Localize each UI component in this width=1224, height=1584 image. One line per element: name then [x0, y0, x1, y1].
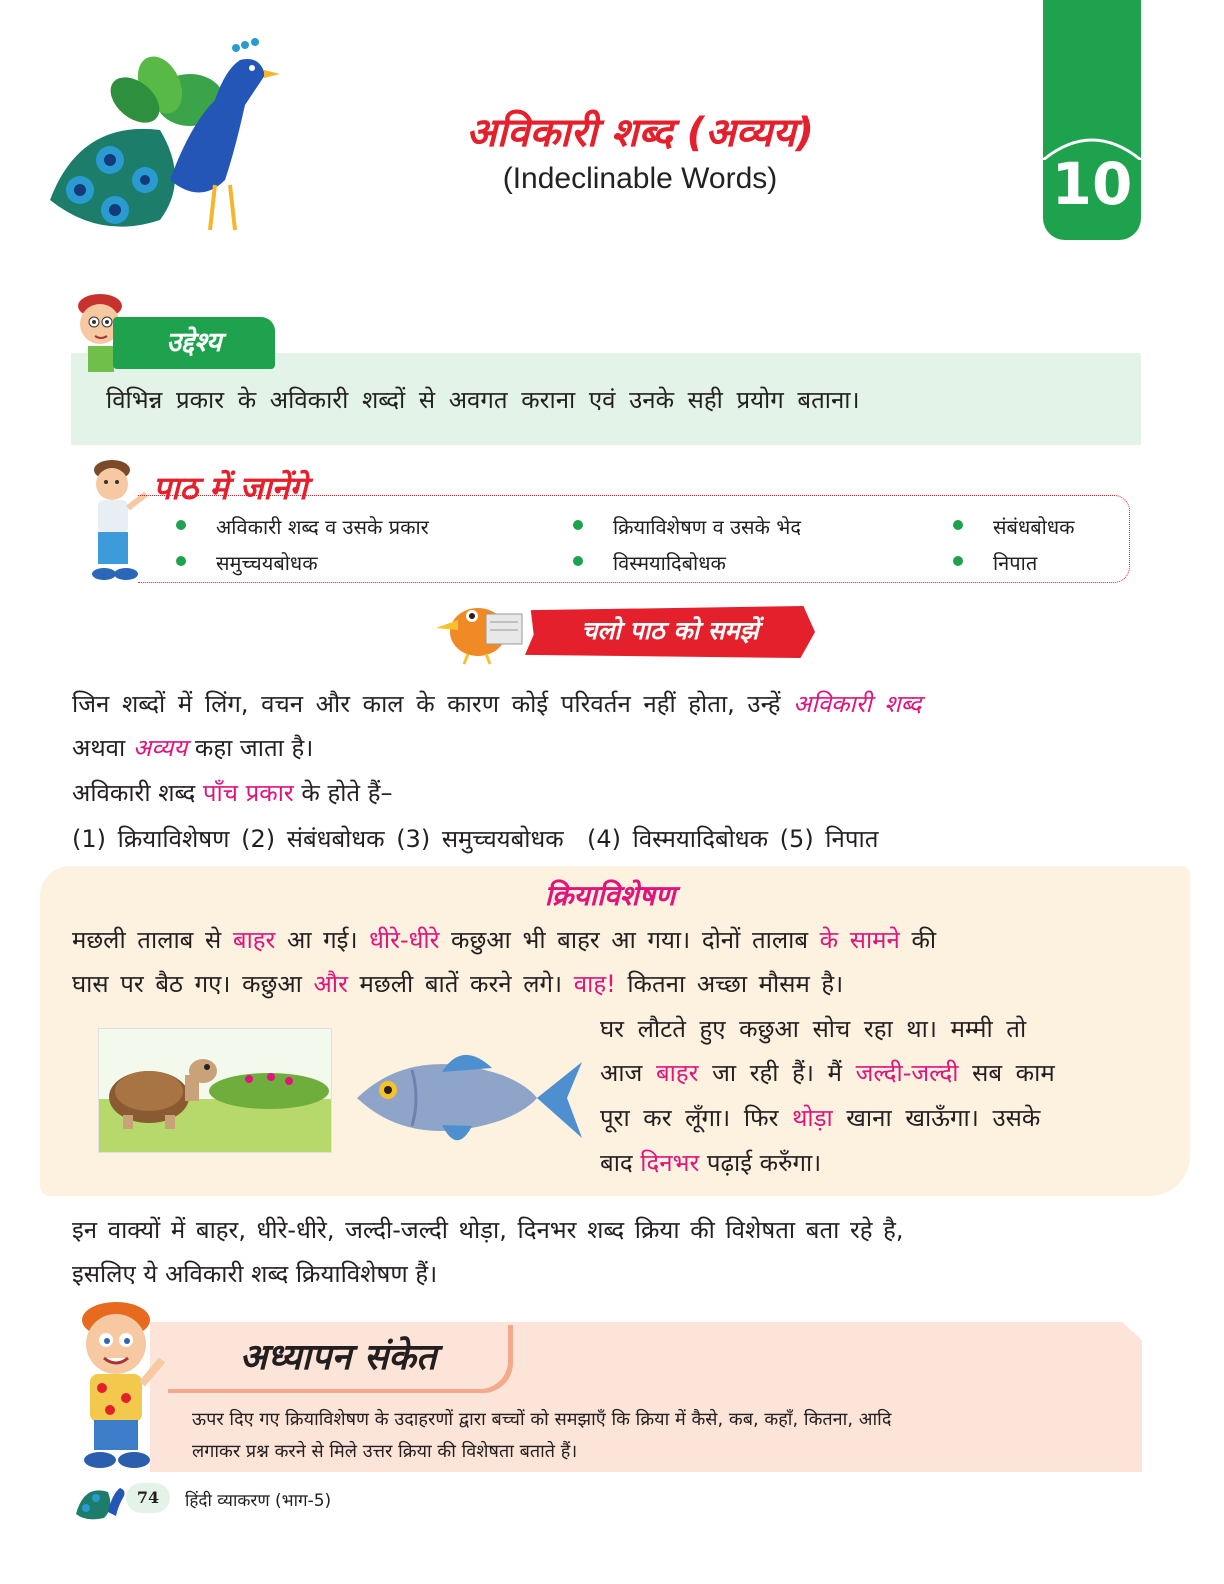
example-text: मछली तालाब से	[72, 926, 233, 954]
avyay-word: के सामने	[819, 926, 900, 954]
objective-label: उद्देश्य	[166, 327, 222, 358]
summary-line-2: इसलिए ये अविकारी शब्द क्रियाविशेषण हैं।	[72, 1260, 438, 1288]
example-line-6	[600, 1141, 821, 1185]
intro-text: कहा जाता है।	[194, 734, 314, 762]
example-text: जा रही हैं। मैं	[698, 1059, 856, 1087]
peacock-illustration	[40, 30, 300, 245]
example-text: पूरा कर लूँगा। फिर	[600, 1104, 793, 1132]
avyay-word: थोड़ा	[792, 1104, 833, 1132]
example-text: सब काम	[958, 1059, 1055, 1087]
chapter-title-hindi: अविकारी शब्द (अव्यय)	[466, 110, 814, 156]
types-list: (1) क्रियाविशेषण (2) संबंधबोधक (3) समुच्चयबोधक (4) विस्मयादिबोधक (5) निपात	[72, 825, 879, 853]
bird-reading-illustration	[428, 596, 528, 666]
teacher-note-text	[192, 1404, 1132, 1468]
boy-waving-illustration	[70, 1298, 170, 1476]
lesson-topic: क्रियाविशेषण व उसके भेद	[613, 515, 801, 539]
lesson-topic: संबंधबोधक	[993, 515, 1075, 539]
avyay-word: बाहर	[655, 1059, 699, 1087]
example-line-3: घर लौटते हुए कछुआ सोच रहा था। मम्मी तो	[600, 1015, 1027, 1043]
lesson-topic: विस्मयादिबोधक	[613, 551, 726, 575]
example-text: कितना अच्छा मौसम है।	[615, 970, 844, 998]
term-avikari-shabd: अविकारी शब्द	[793, 690, 922, 718]
term-five-types: पाँच प्रकार	[202, 779, 294, 807]
bullet-icon	[176, 556, 186, 566]
bullet-icon	[953, 520, 963, 530]
summary-line-1: इन वाक्यों में बाहर, धीरे-धीरे, जल्दी-जल्दी थोड़ा, दिनभर शब्द क्रिया की विशेषता बता रहे है,	[72, 1216, 904, 1244]
teacher-note-line: लगाकर प्रश्न करने से मिले उत्तर क्रिया की विशेषता बताते हैं।	[192, 1441, 578, 1462]
avyay-word: और	[313, 970, 348, 998]
example-line-4	[600, 1051, 1055, 1095]
example-text: मछली बातें करने लगे।	[347, 970, 574, 998]
intro-text: के होते हैं–	[301, 779, 393, 807]
lesson-topic: निपात	[993, 551, 1038, 575]
chapter-title-english: (Indeclinable Words)	[502, 162, 778, 195]
lets-understand-label: चलो पाठ को समझें	[581, 616, 759, 645]
avyay-word: जल्दी-जल्दी	[855, 1059, 959, 1087]
avyay-word: दिनभर	[640, 1149, 700, 1177]
example-text: आ गई।	[275, 926, 370, 954]
example-text: बाद	[600, 1149, 641, 1177]
intro-text: अविकारी शब्द	[72, 779, 196, 807]
book-title: हिंदी व्याकरण (भाग-5)	[185, 1491, 332, 1511]
lesson-topic: अविकारी शब्द व उसके प्रकार	[216, 515, 429, 539]
intro-line-2	[72, 726, 313, 770]
example-text: घास पर बैठ गए। कछुआ	[72, 970, 314, 998]
bullet-icon	[573, 520, 583, 530]
example-line-2	[72, 962, 843, 1006]
bullet-icon	[953, 556, 963, 566]
example-text: आज	[600, 1059, 656, 1087]
example-text: खाना खाऊँगा। उसके	[832, 1104, 1041, 1132]
intro-text: अथवा	[72, 734, 126, 762]
example-line-1	[72, 918, 1147, 962]
footer-peacock-icon	[74, 1478, 128, 1522]
objective-text: विभिन्न प्रकार के अविकारी शब्दों से अवगत कराना एवं उनके सही प्रयोग बताना।	[106, 386, 860, 414]
avyay-word: धीरे-धीरे	[369, 926, 440, 954]
avyay-word: वाह!	[573, 970, 616, 998]
teacher-note-title: अध्यापन संकेत	[239, 1337, 437, 1378]
lesson-topic: समुच्चयबोधक	[216, 551, 318, 575]
example-line-5	[600, 1096, 1040, 1140]
example-text: की	[899, 926, 937, 954]
page-number: 74	[136, 1488, 160, 1507]
example-text: कछुआ भी बाहर आ गया। दोनों तालाब	[439, 926, 820, 954]
turtle-illustration	[98, 1028, 332, 1153]
fish-illustration	[352, 1040, 584, 1160]
avyay-word: बाहर	[232, 926, 276, 954]
bullet-icon	[573, 556, 583, 566]
section-title: क्रियाविशेषण	[544, 879, 676, 912]
term-avyay: अव्यय	[132, 734, 188, 762]
example-text: पढ़ाई करुँगा।	[699, 1149, 822, 1177]
intro-text: जिन शब्दों में लिंग, वचन और काल के कारण कोई परिवर्तन नहीं होता, उन्हें	[72, 690, 781, 718]
intro-line-3	[72, 771, 392, 815]
intro-line-1	[72, 682, 1142, 726]
teacher-note-line: ऊपर दिए गए क्रियाविशेषण के उदाहरणों द्वारा बच्चों को समझाएँ कि क्रिया में कैसे, कब, कहाँ, कितना, आदि	[192, 1409, 892, 1430]
bullet-icon	[176, 520, 186, 530]
lesson-topics-label: पाठ में जानेंगे	[153, 469, 308, 507]
chapter-number: 10	[1051, 150, 1133, 218]
